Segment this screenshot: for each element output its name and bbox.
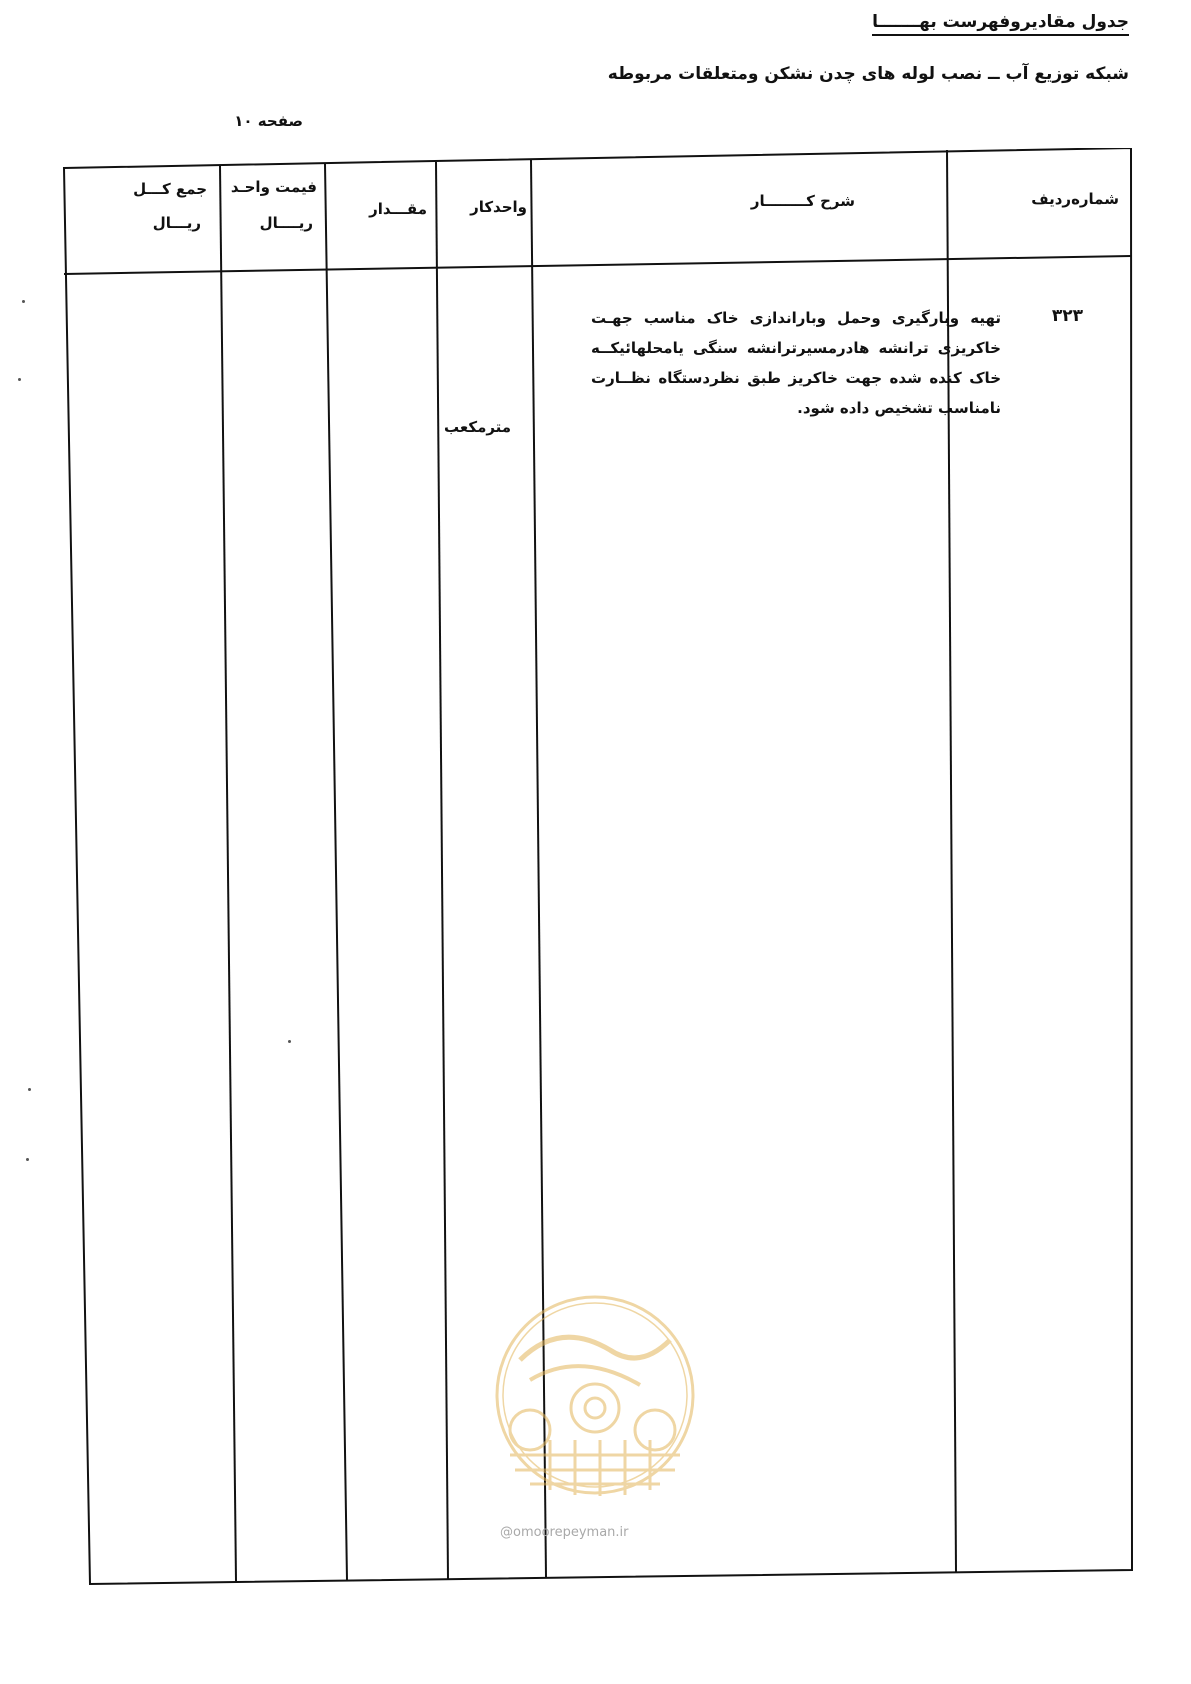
watermark-logo: [490, 1290, 700, 1500]
col-header-unit-price: فیمت واحـد: [230, 178, 317, 196]
document-title: جدول مقادیروفهرست بهـــــــا: [872, 12, 1129, 36]
page-number: صفحه ۱۰: [234, 112, 303, 130]
scan-speck: [28, 1088, 31, 1091]
row-number-cell: ۳۲۳: [1051, 306, 1083, 326]
col-header-unit: واحدکار: [470, 198, 527, 216]
col-header-unit-price-currency: ریــــال: [259, 214, 313, 232]
col-header-row-number: شماره‌ردیف: [1031, 190, 1119, 208]
logo-emblem-icon: [490, 1290, 700, 1500]
scan-speck: [18, 378, 21, 381]
scan-speck: [22, 300, 25, 303]
col-header-quantity: مقـــدار: [369, 200, 427, 218]
col-header-description: شرح کــــــــار: [750, 192, 855, 210]
col-header-total-currency: ریـــال: [152, 214, 201, 232]
scan-speck: [288, 1040, 291, 1043]
scan-speck: [26, 1158, 29, 1161]
document-subtitle: شبکه توزیع آب ــ نصب لوله های چدن نشکن ومتعلقات مربوطه: [607, 64, 1129, 84]
col-header-total: جمع کـــل: [133, 180, 207, 198]
watermark-text: @omoorepeyman.ir: [500, 1525, 629, 1540]
row-description-cell: تهیه وبارگیری وحمل وباراندازی خاک مناسب جهـت خاکریزی ترانشه هادرمسیرترانشه سنگی یامحلهائیکــه خاک کنده شده جهت خاکریز طبق نظردستگاه نظــارت نامناسب تشخیص داده شود.: [591, 309, 1001, 417]
row-unit-cell: مترمکعب: [444, 418, 512, 436]
